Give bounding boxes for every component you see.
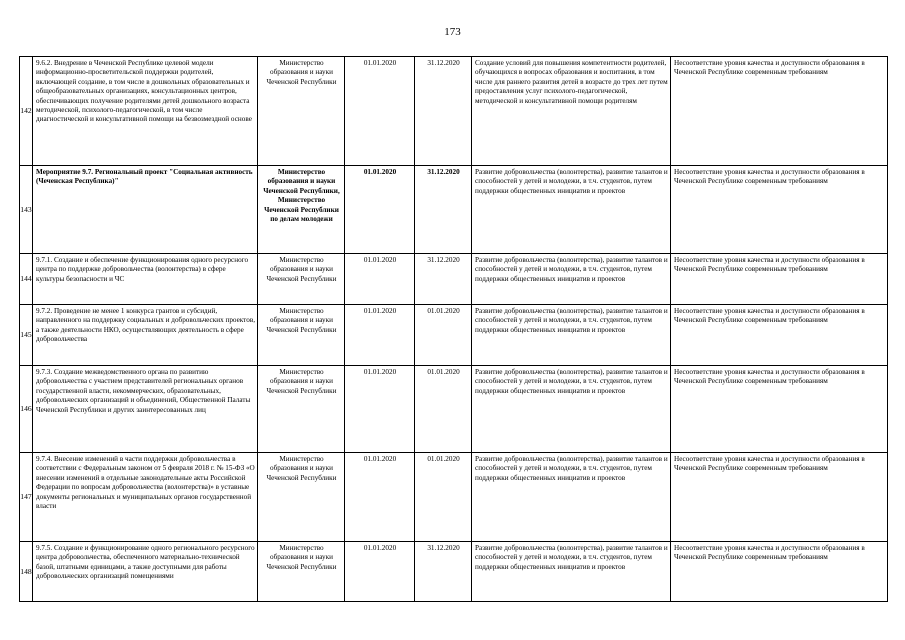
end-date: 01.01.2020: [415, 453, 472, 542]
table-row: [20, 57, 888, 166]
consequence: Несоответствие уровня качества и доступности образования в Чеченской Республике современным требованиям: [671, 366, 888, 453]
table-row: [20, 254, 888, 305]
consequence: Несоответствие уровня качества и доступности образования в Чеченской Республике современным требованиям: [671, 57, 888, 166]
end-date: 01.01.2020: [415, 305, 472, 366]
start-date: 01.01.2020: [345, 453, 415, 542]
expected-result: Развитие добровольчества (волонтерства), развитие талантов и способностей у детей и молодежи, в т.ч. студентов, путем поддержки общественных инициатив и проектов: [472, 254, 671, 305]
expected-result: Развитие добровольчества (волонтерства), развитие талантов и способностей у детей и молодежи, в т.ч. студентов, путем поддержки общественных инициатив и проектов: [472, 453, 671, 542]
end-date: 31.12.2020: [415, 57, 472, 166]
executor: Министерство образования и науки Чеченской Республики: [258, 305, 345, 366]
row-number: 144: [20, 254, 33, 305]
expected-result: Развитие добровольчества (волонтерства), развитие талантов и способностей у детей и молодежи, в т.ч. студентов, путем поддержки общественных инициатив и проектов: [472, 542, 671, 602]
expected-result: Создание условий для повышения компетентности родителей, обучающихся в вопросах образования и воспитания, в том числе для раннего развития детей в возрасте до трех лет путем предоставления услуг психолого-педагогической, методической и консультативной помощи родителям: [472, 57, 671, 166]
row-number: 143: [20, 166, 33, 254]
measure-name: Мероприятие 9.7. Региональный проект "Социальная активность (Чеченская Республика)": [33, 166, 258, 254]
expected-result: Развитие добровольчества (волонтерства), развитие талантов и способностей у детей и молодежи, в т.ч. студентов, путем поддержки общественных инициатив и проектов: [472, 166, 671, 254]
executor: Министерство образования и науки Чеченской Республики: [258, 254, 345, 305]
consequence: Несоответствие уровня качества и доступности образования в Чеченской Республике современным требованиям: [671, 166, 888, 254]
measure-name: 9.7.1. Создание и обеспечение функционирования одного ресурсного центра по поддержке добровольчества (волонтерства) в сфере культуры безопасности и ЧС: [33, 254, 258, 305]
row-number: 147: [20, 453, 33, 542]
executor: Министерство образования и науки Чеченской Республики: [258, 542, 345, 602]
end-date: 31.12.2020: [415, 254, 472, 305]
end-date: 31.12.2020: [415, 166, 472, 254]
executor: Министерство образования и науки Чеченской Республики: [258, 453, 345, 542]
start-date: 01.01.2020: [345, 366, 415, 453]
page-number: 173: [444, 26, 461, 38]
start-date: 01.01.2020: [345, 542, 415, 602]
start-date: 01.01.2020: [345, 305, 415, 366]
row-number: 148: [20, 542, 33, 602]
table-row: [20, 542, 888, 602]
start-date: 01.01.2020: [345, 166, 415, 254]
table-row: [20, 366, 888, 453]
row-number: 146: [20, 366, 33, 453]
executor: Министерство образования и науки Чеченской Республики: [258, 366, 345, 453]
executor: Министерство образования и науки Чеченской Республики: [258, 57, 345, 166]
start-date: 01.01.2020: [345, 57, 415, 166]
measure-name: 9.6.2. Внедрение в Чеченской Республике целевой модели информационно-просветительской поддержки родителей, включающей создание, в том числе в дошкольных образовательных и общеобразовательных организациях, консультационных центров, обеспечивающих получение родителями детей дошкольного возраста методической, психолого-педагогической, в том числе диагностической и консультативной помощи на безвозмездной основе: [33, 57, 258, 166]
consequence: Несоответствие уровня качества и доступности образования в Чеченской Республике современным требованиям: [671, 254, 888, 305]
measure-name: 9.7.4. Внесение изменений в части поддержки добровольчества в соответствии с Федеральным законом от 5 февраля 2018 г. № 15-ФЗ «О внесении изменений в отдельные законодательные акты Российской Федерации по вопросам добровольчества (волонтерства)» в уставные документы региональных и муниципальных органов государственной власти: [33, 453, 258, 542]
measure-name: 9.7.5. Создание и функционирование одного регионального ресурсного центра добровольчества, обеспеченного материально-технической базой, штатными единицами, а также доступными для работы добровольческих организаций помещениями: [33, 542, 258, 602]
table-row: [20, 166, 888, 254]
expected-result: Развитие добровольчества (волонтерства), развитие талантов и способностей у детей и молодежи, в т.ч. студентов, путем поддержки общественных инициатив и проектов: [472, 366, 671, 453]
table-row: [20, 453, 888, 542]
consequence: Несоответствие уровня качества и доступности образования в Чеченской Республике современным требованиям: [671, 453, 888, 542]
row-number: 145: [20, 305, 33, 366]
row-number: 142: [20, 57, 33, 166]
consequence: Несоответствие уровня качества и доступности образования в Чеченской Республике современным требованиям: [671, 305, 888, 366]
end-date: 31.12.2020: [415, 542, 472, 602]
start-date: 01.01.2020: [345, 254, 415, 305]
measures-table: [19, 56, 888, 602]
end-date: 01.01.2020: [415, 366, 472, 453]
measure-name: 9.7.2. Проведение не менее 1 конкурса грантов и субсидий, направленного на поддержку социальных и добровольческих проектов, а также деятельности НКО, осуществляющих деятельность в сфере добровольчества: [33, 305, 258, 366]
consequence: Несоответствие уровня качества и доступности образования в Чеченской Республике современным требованиям: [671, 542, 888, 602]
table-row: [20, 305, 888, 366]
executor: Министерство образования и науки Чеченской Республики, Министерство Чеченской Республики по делам молодежи: [258, 166, 345, 254]
expected-result: Развитие добровольчества (волонтерства), развитие талантов и способностей у детей и молодежи, в т.ч. студентов, путем поддержки общественных инициатив и проектов: [472, 305, 671, 366]
measure-name: 9.7.3. Создание межведомственного органа по развитию добровольчества с участием представителей региональных органов государственной власти, некоммерческих, образовательных, добровольческих организаций и объединений, Общественной Палаты Чеченской Республики и других заинтересованных лиц: [33, 366, 258, 453]
